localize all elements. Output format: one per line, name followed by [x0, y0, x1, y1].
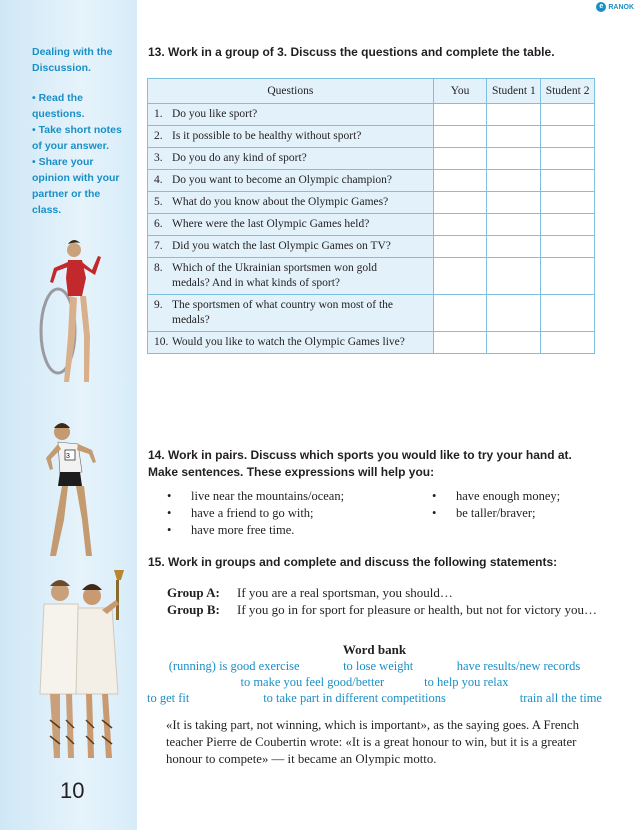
- answer-cell-student-1[interactable]: [487, 192, 541, 214]
- table-row: [148, 148, 595, 170]
- answer-cell-student-2[interactable]: [541, 148, 595, 170]
- word-bank-line: [147, 659, 602, 674]
- table-row: [148, 214, 595, 236]
- questions-table: [147, 78, 595, 354]
- publisher-logo: [596, 2, 634, 12]
- sidebar-tip: • Take short notes of your answer.: [32, 122, 132, 154]
- table-row: [148, 104, 595, 126]
- answer-cell-student-1[interactable]: [487, 258, 541, 295]
- word-bank-item: to take part in different competitions: [263, 691, 446, 705]
- question-text: Would you like to watch the Olympic Games live?: [172, 336, 405, 348]
- sidebar-note: [32, 44, 132, 218]
- question-cell: [148, 192, 434, 214]
- expression-item: • have a friend to go with;: [167, 505, 344, 522]
- answer-cell-student-1[interactable]: [487, 214, 541, 236]
- question-number: 8.: [154, 262, 163, 274]
- header-you: You: [433, 79, 487, 104]
- table-header-row: [148, 79, 595, 104]
- task-15-title: 15. Work in groups and complete and discuss the following statements:: [148, 555, 558, 569]
- question-cell: [148, 295, 434, 332]
- task-14-title-line: 14. Work in pairs. Discuss which sports you would like to try your hand at.: [148, 448, 572, 462]
- question-text: Is it possible to be healthy without sport?: [172, 130, 362, 142]
- question-number: 1.: [154, 108, 163, 120]
- answer-cell-student-1[interactable]: [487, 236, 541, 258]
- sidebar-tip: • Share your opinion with your partner or the class.: [32, 154, 132, 218]
- answer-cell-student-2[interactable]: [541, 170, 595, 192]
- sidebar-tips: [32, 90, 132, 218]
- group-a-row: [167, 584, 602, 601]
- question-number: 9.: [154, 299, 163, 311]
- page-number: 10: [60, 778, 85, 803]
- expression-item: • have more free time.: [167, 522, 344, 539]
- answer-cell-you[interactable]: [433, 214, 487, 236]
- question-cell: [148, 236, 434, 258]
- question-number: 6.: [154, 218, 163, 230]
- gymnast-illustration: [38, 236, 108, 386]
- table-row: [148, 295, 595, 332]
- answer-cell-student-2[interactable]: [541, 126, 595, 148]
- expression-item: • live near the mountains/ocean;: [167, 488, 344, 505]
- word-bank-item: have results/new records: [456, 659, 581, 673]
- group-b-label: Group B:: [167, 602, 220, 617]
- question-text: Did you watch the last Olympic Games on TV?: [172, 240, 391, 252]
- answer-cell-student-2[interactable]: [541, 192, 595, 214]
- question-number: 2.: [154, 130, 163, 142]
- question-text: Where were the last Olympic Games held?: [172, 218, 370, 230]
- question-text: What do you know about the Olympic Games?: [172, 196, 389, 208]
- word-bank-item: to lose weight: [343, 659, 414, 673]
- answer-cell-student-1[interactable]: [487, 148, 541, 170]
- word-bank-item: to get fit: [147, 691, 190, 705]
- word-bank-line: [147, 691, 602, 706]
- group-a-text: If you are a real sportsman, you should…: [237, 585, 453, 600]
- athlete-illustration: [36, 420, 116, 560]
- group-b-text: If you go in for sport for pleasure or health, but not for victory you…: [237, 602, 597, 617]
- question-cell: [148, 332, 434, 354]
- group-a-label: Group A:: [167, 585, 220, 600]
- answer-cell-you[interactable]: [433, 258, 487, 295]
- expressions-list-left: [167, 488, 344, 539]
- header-student-2: Student 2: [541, 79, 595, 104]
- answer-cell-you[interactable]: [433, 126, 487, 148]
- answer-cell-student-2[interactable]: [541, 104, 595, 126]
- answer-cell-student-1[interactable]: [487, 170, 541, 192]
- sidebar-tip: • Read the questions.: [32, 90, 132, 122]
- task-14-title: [148, 447, 572, 481]
- question-number: 5.: [154, 196, 163, 208]
- question-text: Do you like sport?: [172, 108, 258, 120]
- answer-cell-you[interactable]: [433, 332, 487, 354]
- answer-cell-you[interactable]: [433, 148, 487, 170]
- question-cell: [148, 214, 434, 236]
- header-student-1: Student 1: [487, 79, 541, 104]
- answer-cell-student-2[interactable]: [541, 236, 595, 258]
- olympic-motto-paragraph: [166, 717, 602, 768]
- sidebar-heading: Dealing with the Discussion.: [32, 46, 113, 74]
- answer-cell-student-1[interactable]: [487, 295, 541, 332]
- word-bank-item: (running) is good exercise: [168, 659, 300, 673]
- table-row: [148, 236, 595, 258]
- question-text: The sportsmen of what country won most of the medals?: [172, 299, 394, 326]
- answer-cell-student-2[interactable]: [541, 214, 595, 236]
- group-b-row: [167, 601, 602, 618]
- answer-cell-you[interactable]: [433, 295, 487, 332]
- answer-cell-you[interactable]: [433, 170, 487, 192]
- quote-text: «It is taking part, not winning, which is important», as the saying goes. A French teacher Pierre de Coubertin wrote: «It is a great honour to win, but it is a greater honour to compete» — it became an Olympic motto.: [166, 718, 580, 766]
- question-number: 7.: [154, 240, 163, 252]
- question-number: 3.: [154, 152, 163, 164]
- word-bank-title: Word bank: [342, 642, 407, 657]
- table-row: [148, 258, 595, 295]
- task-14-title-line: Make sentences. These expressions will help you:: [148, 465, 435, 479]
- word-bank-item: to help you relax: [424, 675, 509, 689]
- question-cell: [148, 258, 434, 295]
- expression-item: • be taller/braver;: [432, 505, 560, 522]
- answer-cell-you[interactable]: [433, 236, 487, 258]
- question-number: 4.: [154, 174, 163, 186]
- logo-icon: e: [596, 2, 606, 12]
- answer-cell-student-2[interactable]: [541, 258, 595, 295]
- answer-cell-student-1[interactable]: [487, 104, 541, 126]
- svg-text:3: 3: [66, 453, 70, 460]
- answer-cell-you[interactable]: [433, 192, 487, 214]
- word-bank-item: train all the time: [519, 691, 602, 705]
- table-row: [148, 332, 595, 354]
- group-statements: [167, 584, 602, 618]
- question-cell: [148, 126, 434, 148]
- question-text: Which of the Ukrainian sportsmen won gold medals? And in what kinds of sport?: [172, 262, 378, 289]
- logo-text: RANOK: [608, 3, 634, 11]
- answer-cell-you[interactable]: [433, 104, 487, 126]
- word-bank-line: [147, 675, 602, 690]
- header-questions: Questions: [148, 79, 434, 104]
- answer-cell-student-1[interactable]: [487, 332, 541, 354]
- question-text: Do you want to become an Olympic champion?: [172, 174, 393, 186]
- word-bank-item: to make you feel good/better: [240, 675, 385, 689]
- question-cell: [148, 170, 434, 192]
- answer-cell-student-1[interactable]: [487, 126, 541, 148]
- torch-bearers-illustration: [30, 570, 130, 770]
- task-13-title: 13. Work in a group of 3. Discuss the questions and complete the table.: [148, 45, 555, 59]
- answer-cell-student-2[interactable]: [541, 295, 595, 332]
- expression-item: • have enough money;: [432, 488, 560, 505]
- table-row: [148, 126, 595, 148]
- answer-cell-student-2[interactable]: [541, 332, 595, 354]
- table-row: [148, 192, 595, 214]
- table-row: [148, 170, 595, 192]
- question-text: Do you do any kind of sport?: [172, 152, 307, 164]
- question-number: 10.: [154, 336, 169, 348]
- question-cell: [148, 148, 434, 170]
- question-cell: [148, 104, 434, 126]
- expressions-list-right: [432, 488, 560, 522]
